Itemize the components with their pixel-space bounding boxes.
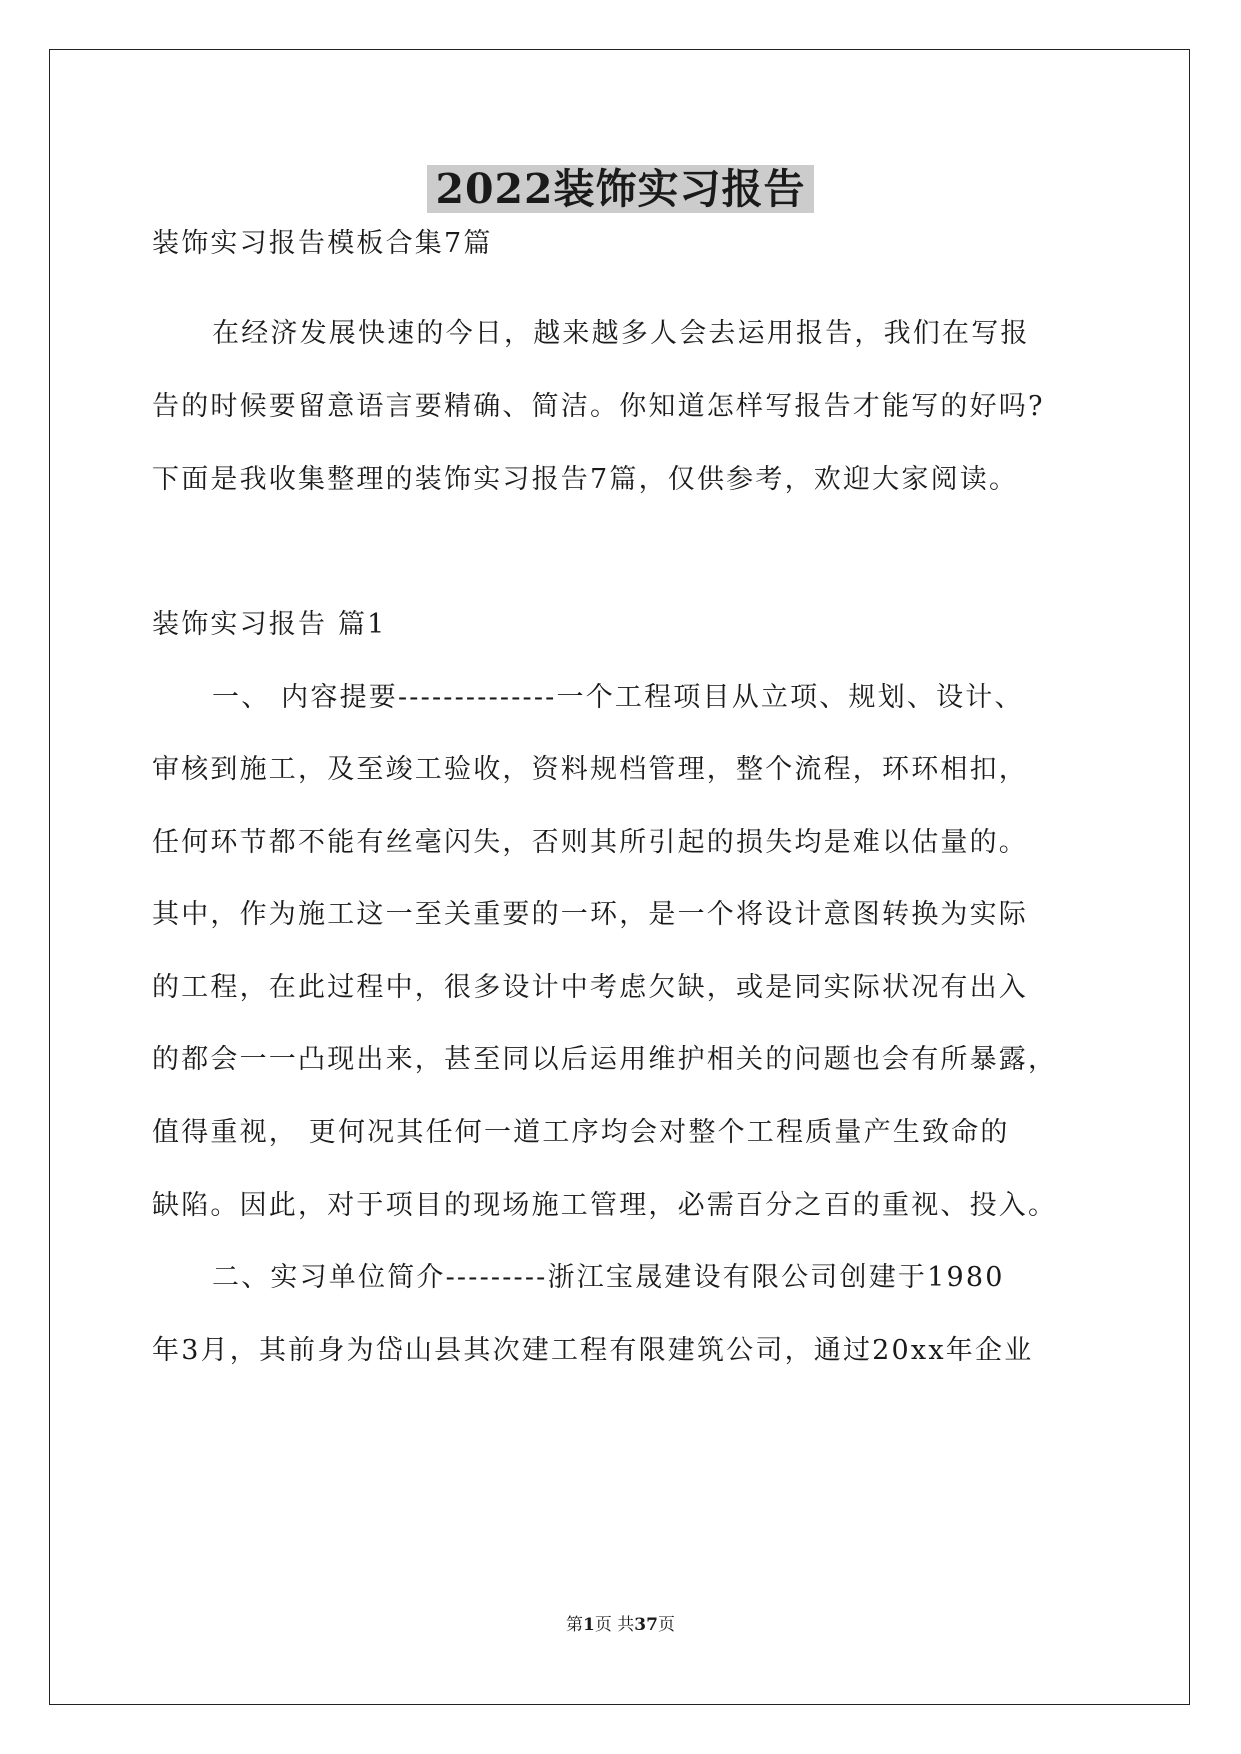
body-line-9: 二、实习单位简介---------浙江宝晟建设有限公司创建于1980 [212, 1262, 1005, 1293]
intro-line-2: 告的时候要留意语言要精确、简洁。你知道怎样写报告才能写的好吗? [152, 391, 1045, 422]
intro-line-3: 下面是我收集整理的装饰实习报告7篇，仅供参考，欢迎大家阅读。 [152, 464, 1019, 495]
subtitle-line: 装饰实习报告模板合集7篇 [152, 228, 493, 259]
section-heading: 装饰实习报告 篇1 [152, 609, 387, 640]
body-line-2: 审核到施工，及至竣工验收，资料规档管理，整个流程，环环相扣， [152, 754, 1028, 785]
body-line-8: 缺陷。因此，对于项目的现场施工管理，必需百分之百的重视、投入。 [152, 1190, 1058, 1221]
body-line-5: 的工程，在此过程中，很多设计中考虑欠缺，或是同实际状况有出入 [152, 972, 1028, 1003]
footer-suffix: 页 [657, 1615, 675, 1635]
page-footer [0, 1613, 1241, 1637]
body-line-1: 一、 内容提要--------------一个工程项目从立项、规划、设计、 [212, 682, 1024, 713]
body-line-6: 的都会一一凸现出来，甚至同以后运用维护相关的问题也会有所暴露， [152, 1044, 1058, 1075]
page-border [49, 49, 1190, 1705]
body-line-4: 其中，作为施工这一至关重要的一环，是一个将设计意图转换为实际 [152, 899, 1028, 930]
intro-line-1: 在经济发展快速的今日，越来越多人会去运用报告，我们在写报 [212, 318, 1030, 349]
footer-current-page: 1 [583, 1615, 595, 1635]
title-text: 2022装饰实习报告 [427, 165, 813, 213]
body-line-10: 年3月，其前身为岱山县其次建工程有限建筑公司，通过20xx年企业 [152, 1335, 1034, 1366]
footer-middle: 页 共 [594, 1615, 635, 1635]
body-line-3: 任何环节都不能有丝毫闪失，否则其所引起的损失均是难以估量的。 [152, 827, 1028, 858]
document-title [0, 158, 1241, 220]
footer-total-pages: 37 [634, 1615, 658, 1635]
body-line-7: 值得重视， 更何况其任何一道工序均会对整个工程质量产生致命的 [152, 1117, 1010, 1148]
footer-prefix: 第 [566, 1615, 584, 1635]
